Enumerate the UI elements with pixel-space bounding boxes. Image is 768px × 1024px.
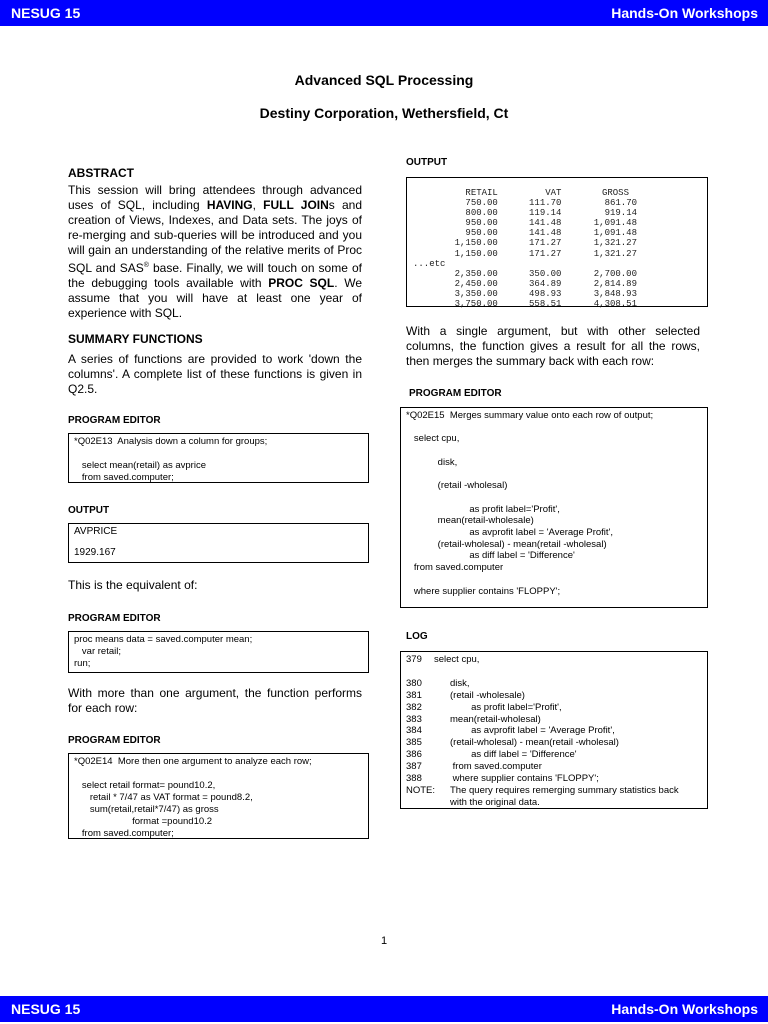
table-row: 2,450.00 364.89 2,814.89 bbox=[454, 278, 637, 289]
proc-sql-keyword: PROC SQL bbox=[268, 276, 335, 290]
out1-heading: OUTPUT bbox=[68, 505, 110, 516]
paper-title: Advanced SQL Processing bbox=[294, 72, 474, 88]
log-row: 386 as diff label = 'Difference' bbox=[406, 749, 577, 761]
code-line: select retail format= pound10.2, bbox=[74, 780, 216, 791]
table-row: 800.00 119.14 919.14 bbox=[465, 208, 637, 219]
single-arg-text: With a single argument, but with other selected columns, the function gives a result for all the rows, then merges the summary back with each row: bbox=[406, 324, 700, 368]
abstract-text: This session will bring attendees through advanced uses of SQL, including HAVING, FULL JOINs and creation of Views, Indexes, and Data sets. The joys of re-merging and sub-queries will be introduced and you will gain an understanding of the relative merits of Proc SQL and SAS® base. Finally, we will touch on some of the debugging tools available with PROC SQL. We assume that you will have at least one year of experience with SQL. bbox=[68, 183, 363, 320]
log-row: NOTE: The query requires remerging summary statistics back bbox=[406, 784, 679, 796]
log-row: 383 mean(retail-wholesal) bbox=[406, 713, 541, 725]
log-row: 385 (retail-wholesal) - mean(retail -wholesal) bbox=[406, 737, 619, 749]
program-editor-4 bbox=[400, 388, 708, 608]
program-editor-3 bbox=[68, 735, 369, 839]
code-line: from saved.computer bbox=[406, 562, 504, 574]
table-row: 750.00 111.70 861.70 bbox=[465, 198, 637, 209]
code-line: *Q02E14 More then one argument to analyze each row; bbox=[74, 756, 312, 767]
code-line: as diff label = 'Difference' bbox=[406, 550, 575, 562]
log-row: 384 as avprofit label = 'Average Profit', bbox=[406, 725, 615, 737]
header-left: NESUG 15 bbox=[11, 5, 81, 21]
header-right: Hands-On Workshops bbox=[611, 5, 758, 21]
log-row: 380 disk, bbox=[406, 677, 470, 689]
summary-heading: SUMMARY FUNCTIONS bbox=[68, 332, 203, 346]
having-keyword: HAVING bbox=[206, 198, 253, 212]
code-line: from saved.computer; bbox=[74, 828, 174, 839]
pe2-heading: PROGRAM EDITOR bbox=[68, 613, 161, 624]
equivalent-text-wrap bbox=[68, 578, 362, 593]
code-line bbox=[406, 492, 702, 504]
log-heading: LOG bbox=[406, 631, 428, 642]
out1-value: 1929.167 bbox=[74, 547, 116, 558]
summary-text: A series of functions are provided to work 'down the columns'. A complete list of these functions is given in Q2.5. bbox=[68, 352, 362, 396]
code-line: run; bbox=[74, 658, 91, 669]
log-row: 388 where supplier contains 'FLOPPY'; bbox=[406, 773, 599, 785]
single-arg-wrap bbox=[406, 324, 700, 369]
footer-band bbox=[0, 996, 768, 1022]
code-line: (retail-wholesal) - mean(retail -wholesal) bbox=[406, 538, 607, 550]
out1-label: AVPRICE bbox=[74, 526, 118, 537]
out2-box bbox=[406, 177, 708, 310]
code-line: where supplier contains 'FLOPPY'; bbox=[406, 585, 561, 597]
code-line: select mean(retail) as avprice bbox=[74, 460, 206, 471]
table-header-row bbox=[413, 188, 637, 198]
paper-subtitle: Destiny Corporation, Wethersfield, Ct bbox=[259, 105, 509, 121]
code-line: sum(retail,retail*7/47) as gross bbox=[74, 804, 219, 815]
abstract-section bbox=[68, 166, 362, 321]
output-1 bbox=[68, 505, 369, 563]
code-line bbox=[406, 469, 702, 481]
column-header: VAT bbox=[545, 188, 562, 198]
registered-mark: ® bbox=[143, 262, 149, 269]
code-line: from saved.computer; bbox=[74, 472, 174, 483]
table-row: 950.00 141.48 1,091.48 bbox=[465, 218, 637, 229]
out2-heading: OUTPUT bbox=[406, 157, 448, 168]
pe4-code-box bbox=[400, 407, 708, 608]
program-editor-2 bbox=[68, 613, 369, 673]
code-line: *Q02E15 Merges summary value onto each row of output; bbox=[406, 410, 654, 421]
footer-left: NESUG 15 bbox=[11, 1001, 81, 1017]
out1-box bbox=[68, 523, 369, 563]
table-row-etc: ...etc bbox=[413, 258, 446, 269]
more-args-wrap bbox=[68, 686, 362, 716]
table-row: 2,350.00 350.00 2,700.00 bbox=[454, 268, 637, 279]
log-row: 382 as profit label='Profit', bbox=[406, 701, 562, 713]
code-line: (retail -wholesal) bbox=[406, 480, 508, 492]
abstract-heading: ABSTRACT bbox=[68, 166, 134, 180]
pe2-code-box bbox=[68, 631, 369, 673]
code-line bbox=[74, 448, 363, 460]
summary-section bbox=[68, 332, 362, 397]
log-section bbox=[400, 631, 708, 809]
header-band bbox=[0, 0, 768, 26]
code-line: as profit label='Profit', bbox=[406, 503, 560, 515]
out2-table bbox=[413, 188, 637, 309]
code-line bbox=[74, 768, 363, 780]
page-number: 1 bbox=[380, 935, 388, 947]
pe1-code-box bbox=[68, 433, 369, 483]
log-row bbox=[406, 666, 702, 678]
log-row: 379 select cpu, bbox=[406, 654, 480, 665]
pe3-heading: PROGRAM EDITOR bbox=[68, 735, 161, 746]
code-line bbox=[406, 574, 702, 586]
table-row: 1,150.00 171.27 1,321.27 bbox=[454, 248, 637, 259]
log-row: 387 from saved.computer bbox=[406, 761, 542, 773]
code-line: disk, bbox=[406, 456, 458, 468]
program-editor-1 bbox=[68, 415, 369, 483]
log-row: with the original data. bbox=[450, 796, 540, 808]
code-line: as avprofit label = 'Average Profit', bbox=[406, 527, 614, 539]
code-line bbox=[406, 422, 702, 434]
log-box bbox=[400, 651, 708, 809]
full-join-keyword: FULL JOIN bbox=[263, 198, 329, 212]
table-row: 950.00 141.48 1,091.48 bbox=[465, 228, 637, 239]
more-args-text: With more than one argument, the function performs for each row: bbox=[68, 686, 362, 715]
output-2 bbox=[406, 157, 708, 310]
equivalent-text: This is the equivalent of: bbox=[68, 578, 198, 592]
code-line: format =pound10.2 bbox=[74, 816, 213, 827]
table-row: 1,150.00 171.27 1,321.27 bbox=[454, 238, 637, 249]
column-header: GROSS bbox=[601, 188, 629, 198]
code-line: proc means data = saved.computer mean; bbox=[74, 634, 253, 645]
pe4-heading: PROGRAM EDITOR bbox=[409, 388, 502, 399]
code-line: mean(retail-wholesale) bbox=[406, 515, 534, 527]
log-row: 381 (retail -wholesale) bbox=[406, 689, 525, 701]
code-line: var retail; bbox=[74, 646, 121, 657]
table-row: 3,750.00 558.51 4,308.51 bbox=[454, 299, 637, 310]
pe1-heading: PROGRAM EDITOR bbox=[68, 415, 161, 426]
footer-right: Hands-On Workshops bbox=[611, 1001, 758, 1017]
table-row: 3,350.00 498.93 3,848.93 bbox=[454, 288, 637, 299]
column-header: RETAIL bbox=[465, 188, 498, 198]
pe3-code-box bbox=[68, 753, 369, 839]
code-line: select cpu, bbox=[406, 433, 460, 445]
code-line bbox=[406, 445, 702, 457]
code-line: *Q02E13 Analysis down a column for groups; bbox=[74, 436, 268, 447]
code-line: retail * 7/47 as VAT format = pound8.2, bbox=[74, 792, 253, 803]
